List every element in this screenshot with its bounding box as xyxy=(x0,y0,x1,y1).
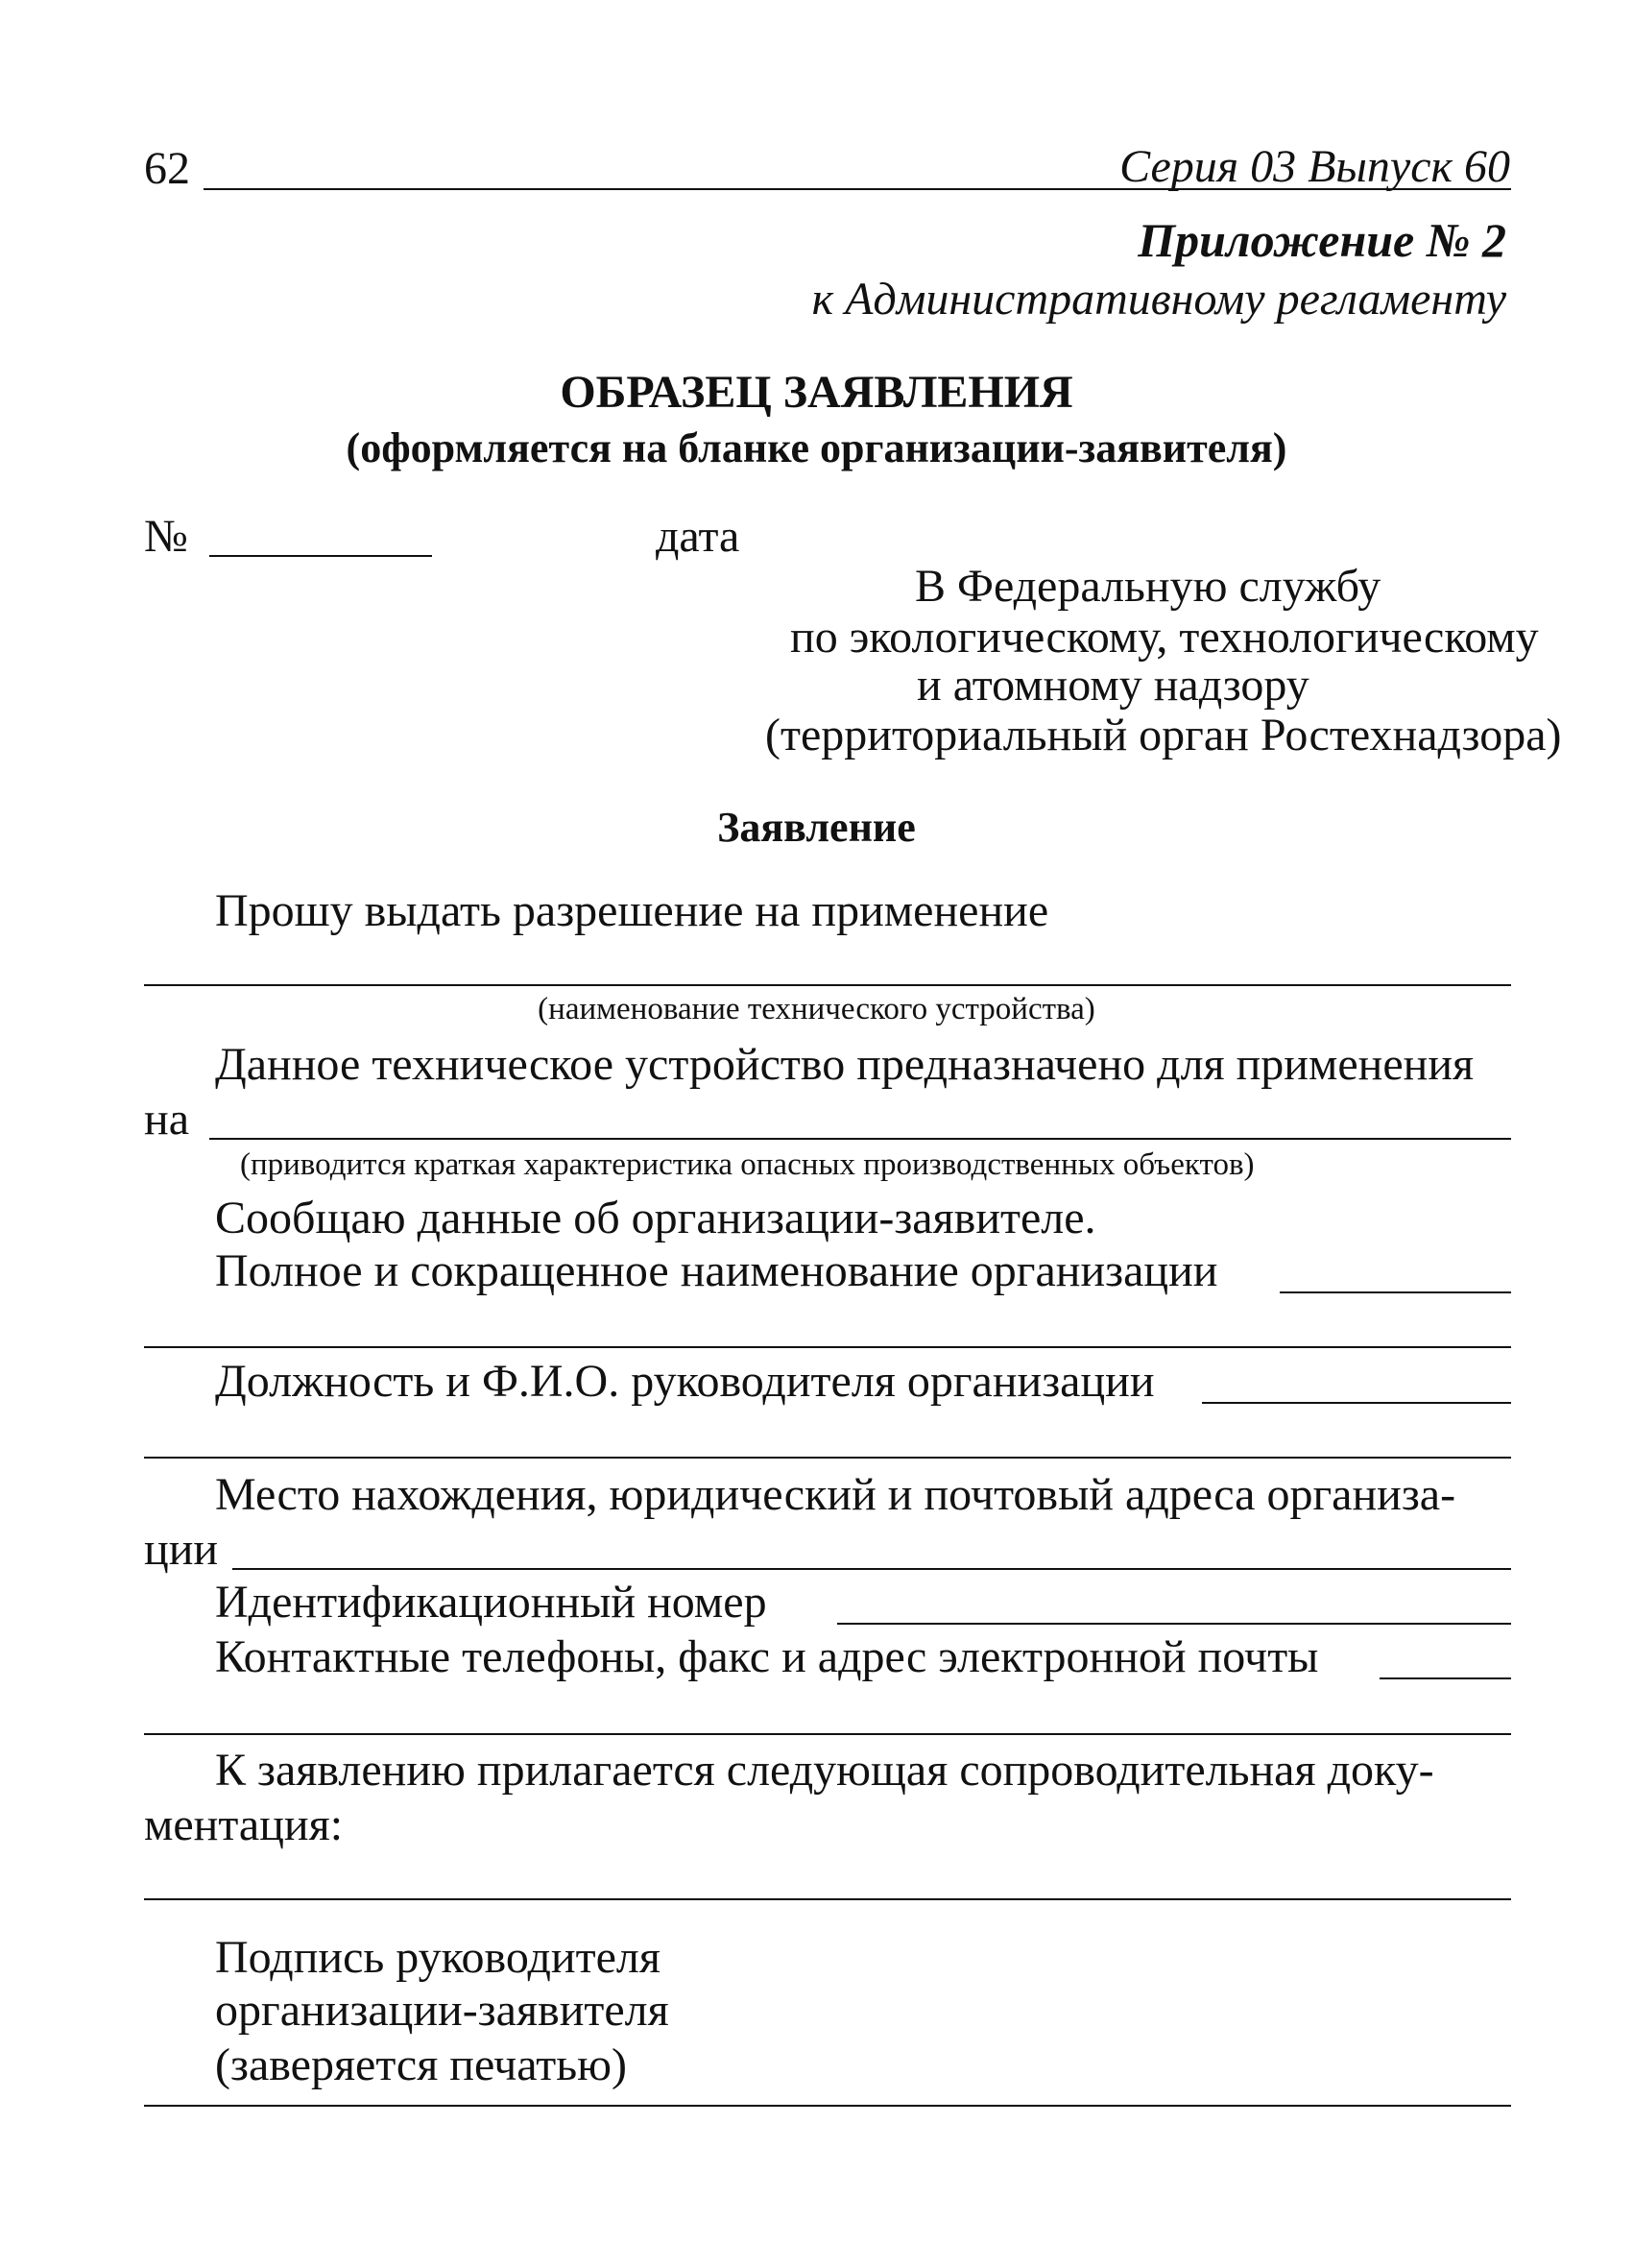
purpose-caption: (приводится краткая характеристика опасных производственных объектов) xyxy=(240,1147,1255,1182)
contacts-field[interactable] xyxy=(1380,1677,1511,1679)
org-name-label: Полное и сокращенное наименование организации xyxy=(215,1245,1218,1296)
addressee-line-1: В Федеральную службу xyxy=(915,561,1381,612)
addressee-line-2: по экологическому, технологическому xyxy=(790,612,1539,663)
attachments-field[interactable] xyxy=(144,1898,1511,1900)
address-label: Место нахождения, юридический и почтовый адреса организа- xyxy=(215,1469,1456,1520)
form-title: Заявление xyxy=(717,804,916,851)
attachments-label: К заявлению прилагается следующая сопроводительная доку- xyxy=(215,1745,1434,1796)
id-number-field[interactable] xyxy=(837,1623,1511,1625)
document-subtitle: (оформляется на бланке организации-заявителя) xyxy=(346,424,1287,471)
head-label: Должность и Ф.И.О. руководителя организации xyxy=(215,1356,1155,1407)
attachments-label-continued: ментация: xyxy=(144,1799,344,1850)
contacts-field-continued[interactable] xyxy=(144,1733,1511,1735)
date-label: дата xyxy=(656,511,740,562)
signature-seal-note: (заверяется печатью) xyxy=(215,2039,627,2090)
purpose-text: Данное техническое устройство предназначено для применения xyxy=(215,1039,1475,1090)
org-name-field[interactable] xyxy=(1280,1291,1511,1293)
head-field[interactable] xyxy=(1202,1402,1511,1404)
appendix-subtitle: к Административному регламенту xyxy=(811,274,1506,325)
signature-label-org: организации-заявителя xyxy=(215,1985,669,2036)
head-field-continued[interactable] xyxy=(144,1457,1511,1459)
purpose-field[interactable] xyxy=(209,1138,1511,1140)
device-name-field[interactable] xyxy=(144,984,1511,986)
org-name-field-continued[interactable] xyxy=(144,1346,1511,1348)
org-intro-text: Сообщаю данные об организации-заявителе. xyxy=(215,1193,1096,1243)
address-label-continued: ции xyxy=(144,1524,219,1575)
device-name-caption: (наименование технического устройства) xyxy=(538,992,1095,1026)
signature-field[interactable] xyxy=(144,2105,1511,2107)
number-field[interactable] xyxy=(209,555,432,557)
signature-label: Подпись руководителя xyxy=(215,1932,660,1983)
addressee-line-3: и атомному надзору xyxy=(917,660,1309,711)
series-label: Серия 03 Выпуск 60 xyxy=(1119,141,1510,192)
address-field[interactable] xyxy=(232,1568,1511,1570)
contacts-label: Контактные телефоны, факс и адрес электронной почты xyxy=(215,1631,1319,1682)
id-number-label: Идентификационный номер xyxy=(215,1577,767,1628)
header-rule xyxy=(204,188,1511,190)
addressee-line-4: (территориальный орган Ростехнадзора) xyxy=(765,710,1562,760)
number-label: № xyxy=(144,511,188,562)
request-text: Прошу выдать разрешение на применение xyxy=(215,885,1049,936)
appendix-title: Приложение № 2 xyxy=(1138,213,1506,267)
purpose-on-label: на xyxy=(144,1094,189,1145)
document-title: ОБРАЗЕЦ ЗАЯВЛЕНИЯ xyxy=(560,367,1073,418)
page-number: 62 xyxy=(144,143,190,194)
